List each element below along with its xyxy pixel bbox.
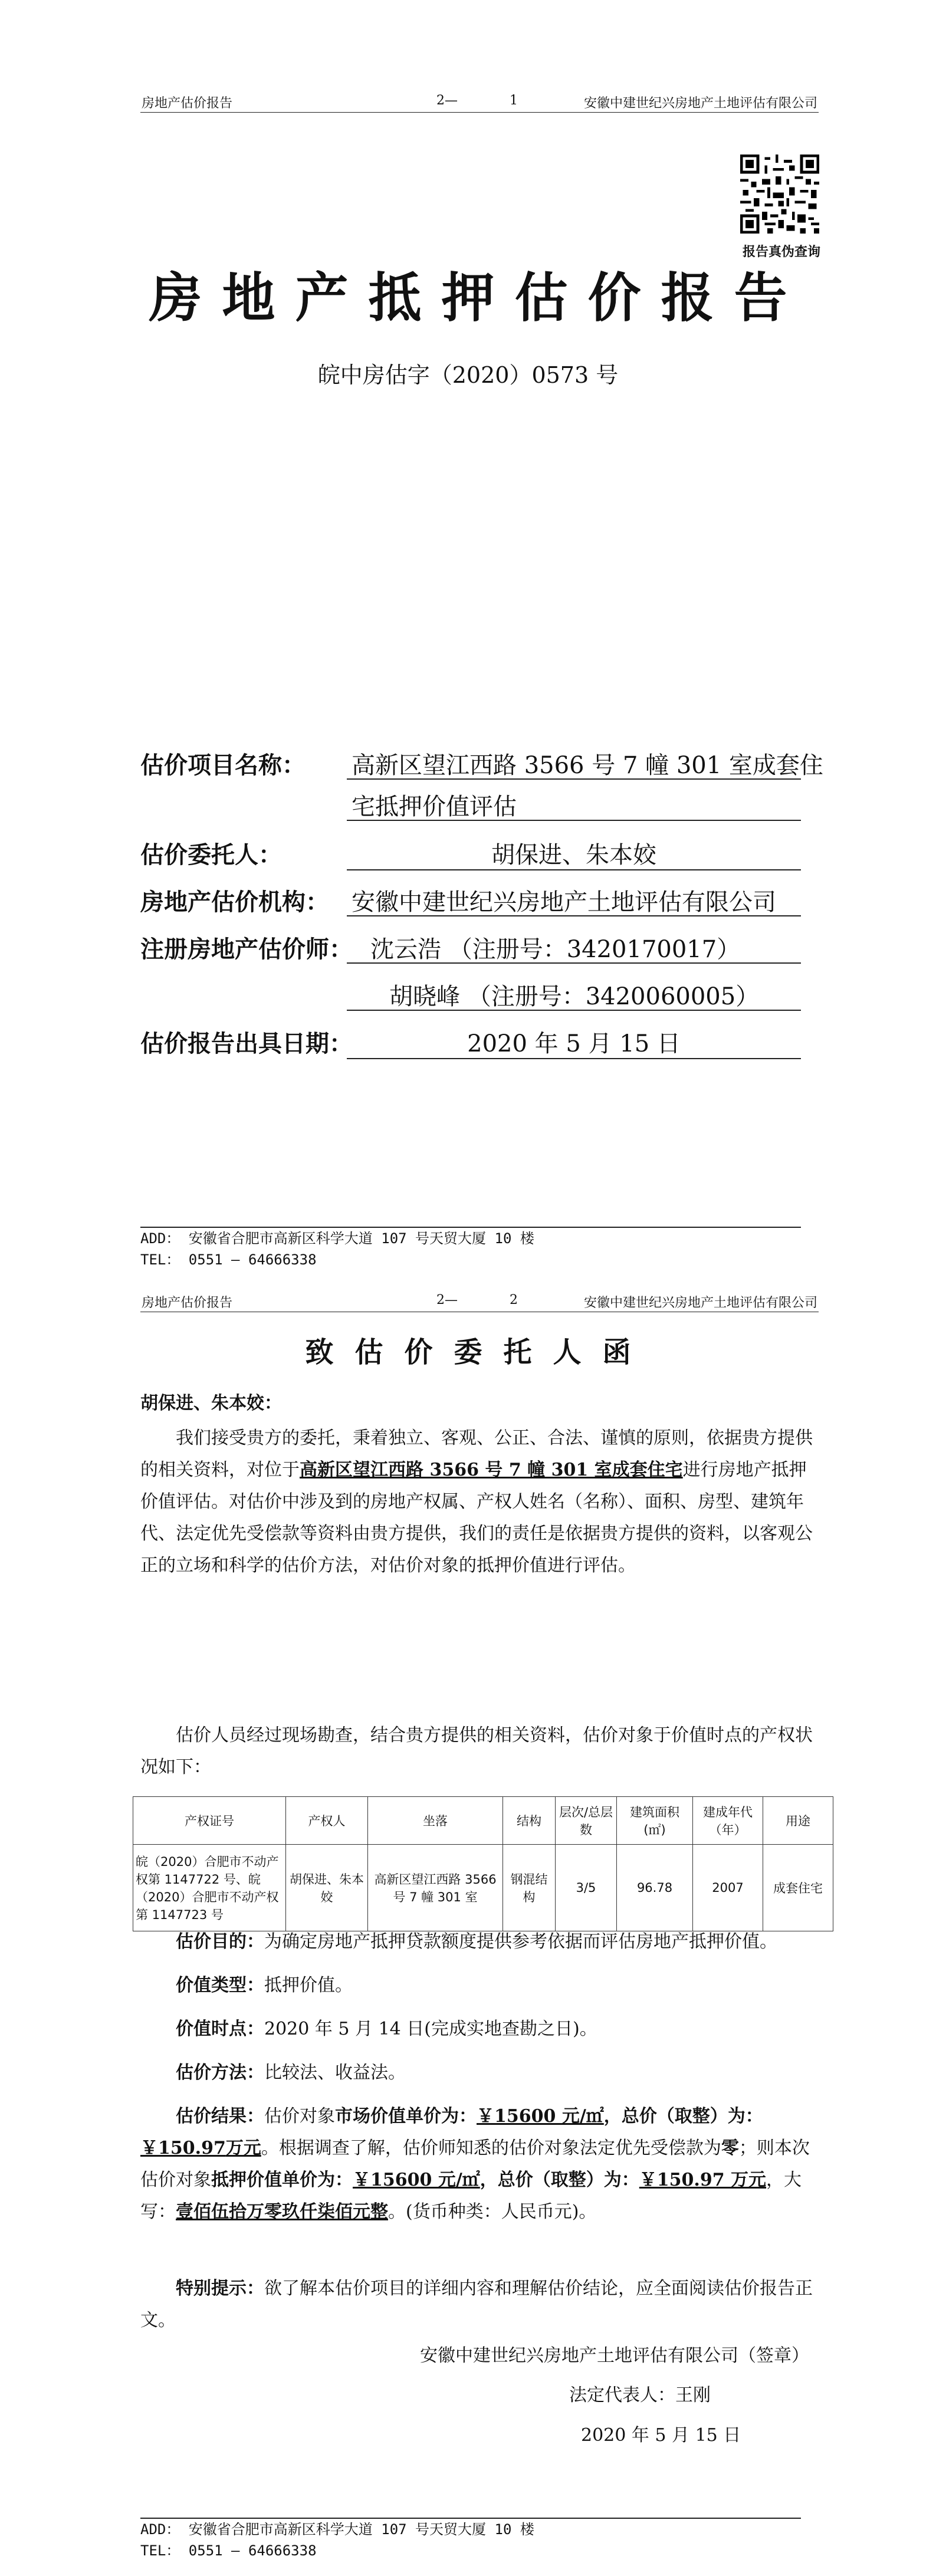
th-year: 建成年代（年） [693,1797,763,1845]
r10: 抵押价值单价为： [211,2170,353,2190]
item-notice [140,2273,819,2337]
notice-value: 欲了解本估价项目的详细内容和理解估价结论，应全面阅读估价报告正文。 [140,2278,813,2331]
th-owner: 产权人 [286,1797,368,1845]
footer-tel: TEL： 0551 — 64666338 [140,1251,317,1268]
th-location: 坐落 [368,1797,503,1845]
td-year: 2007 [693,1845,763,1931]
r5-market-total: ￥150.97 [140,2138,226,2158]
r6: 万元 [225,2138,261,2158]
r14: ，大写： [140,2170,802,2222]
header-right: 安徽中建世纪兴房地产土地评估有限公司 [583,1296,817,1310]
date-value: 2020 年 5 月 15 日 [347,1027,801,1059]
item-purpose [176,1926,819,1958]
header-left: 房地产估价报告 [142,1296,233,1310]
signature-representative: 法定代表人：王刚 [569,2385,711,2406]
p1-text-c: 进行房地产抵押价值评估。对估价中涉及到的房地产权属、产权人姓名（名称）、面积、房型、建筑年代、法定优先受偿款等资料由贵方提供，我们的责任是依据贵方提供的资料，以客观公正的立场和科学的估价方法，对估价对象的抵押价值进行评估。 [140,1460,813,1576]
header-num2: 2 [510,1293,518,1307]
th-floor: 层次/总层数 [556,1797,617,1845]
r12: ，总价（取整）为： [480,2170,639,2190]
paragraph-2 [140,1720,819,1783]
client-value: 胡保进、朱本姣 [347,839,801,870]
r3-market-unit-price: ￥15600 元/㎡ [477,2106,604,2127]
type-value: 抵押价值。 [264,1975,353,1996]
letter-title: 致估价委托人函 [305,1336,652,1369]
page-footer [140,1227,801,1270]
td-owner: 胡保进、朱本姣 [286,1845,368,1931]
p1-text-a: 我们接受贵方的委托，秉着独立、客观、公正、合法、谨慎的原则，依据贵方提供的相关资料，对位于 [140,1428,813,1480]
appraiser-label: 注册房地产估价师： [140,936,353,963]
td-area: 96.78 [617,1845,693,1931]
appraiser-2: 胡晓峰 （注册号：3420060005） [347,980,801,1011]
report-number: 皖中房估字（2020）0573 号 [317,362,619,388]
p1-property-address: 高新区望江西路 3566 号 7 幢 301 室成套住宅 [300,1460,683,1480]
item-result [140,2101,819,2228]
signature-date: 2020 年 5 月 15 日 [581,2425,741,2446]
r7: 。根据调查了解，估价师知悉的估价对象法定优先受偿款为 [261,2138,721,2158]
header-left: 房地产估价报告 [142,96,233,111]
qr-code-icon [740,155,819,234]
table-row [133,1845,833,1931]
appraiser-1: 沈云浩 （注册号：3420170017） [347,933,801,964]
header-num1: 2— [436,1293,458,1307]
td-cert: 皖（2020）合肥市不动产权第 1147722 号、皖（2020）合肥市不动产权第 1147723 号 [133,1845,286,1931]
method-value: 比较法、收益法。 [264,2062,406,2083]
th-area: 建筑面积(㎡) [617,1797,693,1845]
purpose-value: 为确定房地产抵押贷款额度提供参考依据而评估房地产抵押价值。 [264,1931,777,1952]
result-key: 估价结果： [176,2106,264,2127]
item-method [176,2057,819,2089]
th-use: 用途 [763,1797,833,1845]
r4: ，总价（取整）为： [603,2106,763,2127]
time-value: 2020 年 5 月 14 日(完成实地查勘之日)。 [264,2019,597,2039]
purpose-key: 估价目的： [176,1931,264,1952]
project-label: 估价项目名称： [140,752,306,779]
qr-caption: 报告真伪查询 [742,245,820,259]
th-cert: 产权证号 [133,1797,286,1845]
item-value-type [176,1970,819,2002]
addressee: 胡保进、朱本姣： [140,1393,282,1414]
time-key: 价值时点： [176,2019,264,2039]
report-title: 房地产抵押估价报告 [149,267,807,329]
agency-label: 房地产估价机构： [140,889,329,916]
running-header [140,93,819,113]
r1: 估价对象 [264,2106,335,2127]
page-2 [0,1288,936,2576]
notice-key: 特别提示： [176,2278,264,2299]
agency-value: 安徽中建世纪兴房地产土地评估有限公司 [347,886,801,916]
r9: ；则本次估价对象 [140,2138,810,2190]
r2: 市场价值单价为： [335,2106,477,2127]
property-table [133,1796,833,1931]
project-value-line1: 高新区望江西路 3566 号 7 幢 301 室成套住 [347,749,801,780]
r8-priority-claims: 零 [721,2138,739,2158]
header-num1: 2— [436,93,458,108]
method-key: 估价方法： [176,2062,264,2083]
header-right: 安徽中建世纪兴房地产土地评估有限公司 [583,96,817,111]
r16: 。(货币种类：人民币元)。 [388,2202,597,2222]
th-structure: 结构 [503,1797,556,1845]
footer-address: ADD： 安徽省合肥市高新区科学大道 107 号天贸大厦 10 楼 [140,1230,534,1247]
r13-mortgage-total: ￥150.97 万元 [639,2170,767,2190]
date-label: 估价报告出具日期： [140,1030,353,1057]
header-num2: 1 [510,93,518,108]
signature-company: 安徽中建世纪兴房地产土地评估有限公司（签章） [420,2345,809,2366]
project-value-line2: 宅抵押价值评估 [347,790,801,821]
td-location: 高新区望江西路 3566 号 7 幢 301 室 [368,1845,503,1931]
running-header [140,1293,819,1312]
table-header-row [133,1797,833,1845]
td-structure: 钢混结构 [503,1845,556,1931]
item-value-time [176,2013,819,2045]
td-floor: 3/5 [556,1845,617,1931]
footer-address: ADD： 安徽省合肥市高新区科学大道 107 号天贸大厦 10 楼 [140,2521,534,2538]
r15-amount-in-words: 壹佰伍拾万零玖仟柒佰元整 [176,2202,388,2222]
type-key: 价值类型： [176,1975,264,1996]
td-use: 成套住宅 [763,1845,833,1931]
page-footer [140,2518,801,2561]
p2-text: 估价人员经过现场勘查，结合贵方提供的相关资料，估价对象于价值时点的产权状况如下： [140,1725,813,1777]
r11-mortgage-unit-price: ￥15600 元/㎡ [353,2170,480,2190]
client-label: 估价委托人： [140,842,282,869]
paragraph-1 [140,1422,819,1582]
footer-tel: TEL： 0551 — 64666338 [140,2542,317,2559]
